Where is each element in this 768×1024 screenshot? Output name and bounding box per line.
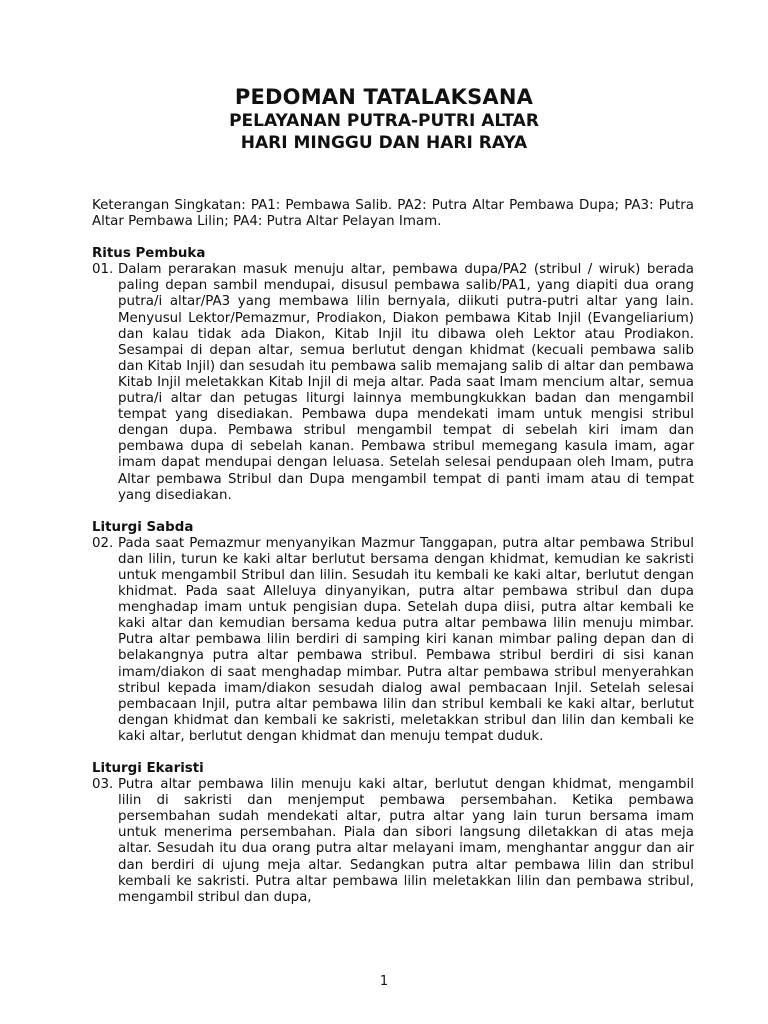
section-liturgi-ekaristi (92, 761, 694, 906)
document-subtitle-2: HARI MINGGU DAN HARI RAYA (240, 133, 528, 153)
section-heading: Liturgi Ekaristi (92, 761, 204, 776)
section-heading: Liturgi Sabda (92, 519, 194, 535)
document-subtitle-1: PELAYANAN PUTRA-PUTRI ALTAR (229, 111, 539, 131)
page-number: 1 (379, 974, 389, 989)
abbreviation-note: Keterangan Singkatan: PA1: Pembawa Salib. PA2: Putra Altar Pembawa Dupa; PA3: Putra Altar Pembawa Lilin; PA4: Putra Altar Pelayan Imam. (92, 198, 694, 230)
item-number: 02. (92, 535, 114, 551)
item-number: 03. (92, 777, 114, 793)
item-number: 01. (92, 262, 114, 278)
item-text: Pada saat Pemazmur menyanyikan Mazmur Tanggapan, putra altar pembawa Stribul dan lilin, turun ke kaki altar berlutut bersama dengan khidmat, kemudian ke sakristi untuk mengambil Stribul dan lilin. Sesudah itu kembali ke kaki altar, berlutut dengan khidmat. Pada saat Alleluya dinyanyikan, putra altar pembawa stribul dan dupa menghadap imam untuk pengisian dupa. Setelah dupa diisi, putra altar kembali ke kaki altar dan kemudian bersama kedua putra altar pembawa lilin menuju mimbar. Putra altar pembawa lilin berdiri di samping kiri kanan mimbar paling depan dan di belakangnya putra altar pembawa stribul. Pembawa stribul berdiri di sisi kanan imam/diakon di saat menghadap mimbar. Putra altar pembawa stribul menyerahkan stribul kepada imam/diakon sesudah dialog awal pembacaan Injil. Setelah selesai pembacaan Injil, putra altar pembawa lilin dan stribul kembali ke kaki altar, berlutut dengan khidmat dan kembali ke sakristi, meletakkan stribul dan lilin dan kembali ke kaki altar, berlutut dengan khidmat dan menuju tempat duduk. (118, 535, 694, 744)
numbered-item (92, 262, 694, 503)
document-body (92, 198, 694, 922)
document-header (0, 84, 768, 154)
item-text: Putra altar pembawa lilin menuju kaki altar, berlutut dengan khidmat, mengambil lilin di sakristi dan menjemput pembawa persembahan. Ketika pembawa persembahan sudah mendekati altar, putra altar yang lain turun bersama imam untuk menerima persembahan. Piala dan sibori langsung diletakkan di atas meja altar. Sesudah itu dua orang putra altar melayani imam, menghantar anggur dan air dan berdiri di ujung meja altar. Sedangkan putra altar pembawa lilin dan stribul kembali ke sakristi. Putra altar pembawa lilin meletakkan lilin dan pembawa stribul, mengambil stribul dan dupa, (118, 777, 694, 905)
document-title: PEDOMAN TATALAKSANA (234, 85, 534, 109)
section-liturgi-sabda (92, 520, 694, 745)
item-text: Dalam perarakan masuk menuju altar, pembawa dupa/PA2 (stribul / wiruk) berada paling depan sambil mendupai, disusul pembawa salib/PA1, yang diapiti dua orang putra/i altar/PA3 yang membawa lilin bernyala, diikuti putra-putri altar yang lain. Menyusul Lektor/Pemazmur, Prodiakon, Diakon pembawa Kitab Injil (Evangeliarium) dan kalau tidak ada Diakon, Kitab Injil itu dibawa oleh Lektor atau Prodiakon. Sesampai di depan altar, semua berlutut dengan khidmat (kecuali pembawa salib dan Kitab Injil) dan sesudah itu pembawa salib memajang salib di altar dan pembawa Kitab Injil meletakkan Kitab Injil di meja altar. Pada saat Imam mencium altar, semua putra/i altar dan petugas liturgi lainnya membungkukkan badan dan mengambil tempat yang disediakan. Pembawa dupa mendekati imam untuk mengisi stribul dengan dupa. Pembawa stribul mengambil tempat di sebelah kiri imam dan pembawa dupa di sebelah kanan. Pembawa stribul memegang kasula imam, agar imam dapat mendupai dengan leluasa. Setelah selesai pendupaan oleh Imam, putra Altar pembawa Stribul dan Dupa mengambil tempat di panti imam atau di tempat yang disediakan. (118, 262, 694, 503)
section-heading: Ritus Pembuka (92, 246, 206, 262)
section-ritus-pembuka (92, 246, 694, 504)
numbered-item (92, 536, 694, 745)
numbered-item (92, 777, 694, 906)
